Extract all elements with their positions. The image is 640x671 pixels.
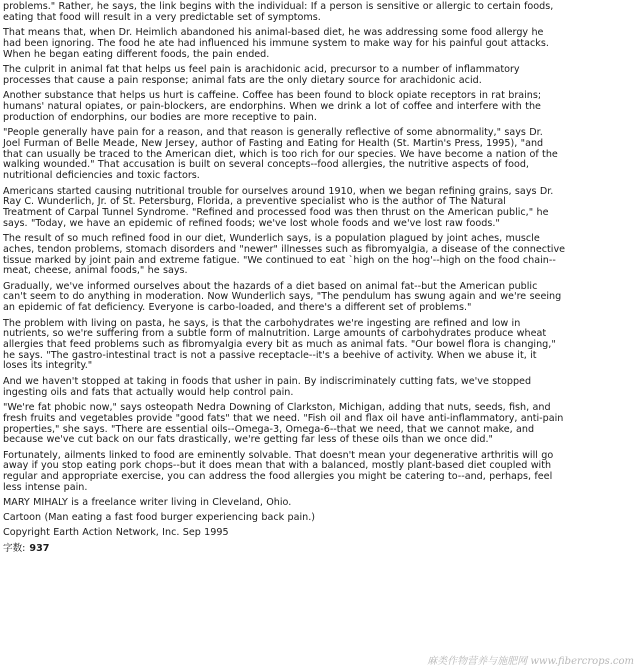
word-count bbox=[3, 543, 635, 555]
paragraph: problems." Rather, he says, the link begins with the individual: If a person is sensitive or allergic to certain foods, eating that food will result in a very predictable set of symptoms. bbox=[3, 1, 554, 23]
paragraph: That means that, when Dr. Heimlich abandoned his animal-based diet, he was addressing some food allergy he had been ignoring. The food he ate had influenced his immune system to make way for his painful gout attacks. When he began eating different foods, the pain ended. bbox=[3, 27, 549, 60]
copyright-line: Copyright Earth Action Network, Inc. Sep 1995 bbox=[3, 526, 229, 538]
paragraph: "People generally have pain for a reason, and that reason is generally reflective of some abnormality," says Dr. Joel Furman of Belle Meade, New Jersey, author of Fasting and Eating for Health (St. Martin's Press, 1995), "and that can usually be traced to the American diet, which is too rich for our species. We have become a nation of the walking wounded." That accusation is built on several concepts--food allergies, the nutritive aspects of food, nutritional deficiencies and toxic factors. bbox=[3, 127, 558, 182]
paragraph: And we haven't stopped at taking in foods that usher in pain. By indiscriminately cutting fats, we've stopped ingesting oils and fats that actually would help control pain. bbox=[3, 375, 532, 398]
paragraph: Gradually, we've informed ourselves about the hazards of a diet based on animal fat--but the American public can't seem to do anything in moderation. Now Wunderlich says, "The pendulum has swung again and we're seeing an epidemic of fat deficiency. Everyone is carbo-loaded, and there's a different set of problems." bbox=[3, 280, 562, 314]
word-count-label: 字数: bbox=[3, 542, 26, 554]
paragraph: "We're fat phobic now," says osteopath Nedra Downing of Clarkston, Michigan, adding that nuts, seeds, fish, and fresh fruits and vegetables provide "good fats" that we need. "Fish oil and flax oil have anti-inflammatory, anti-pain properties," she says. "There are essential oils--Omega-3, Omega-6--that we need, that we cannot make, and because we've cut back on our fats drastically, we're getting far less of these oils than we once did." bbox=[3, 402, 564, 446]
paragraph: Fortunately, ailments linked to food are eminently solvable. That doesn't mean your degenerative arthritis will go away if you stop eating pork chops--but it does mean that with a balanced, mostly plant-based diet coupled with regular and appropriate exercise, you can address the food allergies you might be catering to--and, perhaps, feel less intense pain. bbox=[3, 449, 554, 493]
cartoon-caption: Cartoon (Man eating a fast food burger experiencing back pain.) bbox=[3, 512, 316, 524]
article-body bbox=[3, 2, 635, 555]
paragraph: Another substance that helps us hurt is caffeine. Coffee has been found to block opiate receptors in rat brains; humans' natural opiates, or pain-blockers, are endorphins. When we drink a lot of coffee and interfere with the production of endorphins, our bodies are more receptive to pain. bbox=[3, 90, 542, 123]
paragraph: The culprit in animal fat that helps us feel pain is arachidonic acid, precursor to a number of inflammatory processes that cause a pain response; animal fats are the only dietary source for arachidonic acid. bbox=[3, 64, 520, 86]
word-count-value: 937 bbox=[29, 542, 50, 554]
paragraph: Americans started causing nutritional trouble for ourselves around 1910, when we began refining grains, says Dr. Ray C. Wunderlich, Jr. of St. Petersburg, Florida, a preventive specialist who is the author of The Natural Treatment of Carpal Tunnel Syndrome. "Refined and processed food was then thrust on the American public," he says. "Today, we have an epidemic of refined foods; we've lost whole foods and we've lost raw foods." bbox=[3, 185, 554, 229]
author-note: MARY MIHALY is a freelance writer living in Cleveland, Ohio. bbox=[3, 497, 292, 509]
site-watermark: 麻类作物营养与施肥网 www.fibercrops.com bbox=[427, 656, 634, 667]
paragraph: The problem with living on pasta, he says, is that the carbohydrates we're ingesting are refined and low in nutrients, so we're suffering from a subtle form of malnutrition. Large amounts of carbohydrates produce wheat allergies that feed problems such as fibromyalgia every bit as much as animal fats. "Our bowel flora is changing," he says. "The gastro-intestinal tract is not a passive receptacle--it's a beehive of activity. When we abuse it, it loses its integrity." bbox=[3, 317, 556, 372]
paragraph: The result of so much refined food in our diet, Wunderlich says, is a population plagued by joint aches, muscle aches, tendon problems, stomach disorders and "newer" illnesses such as fibromyalgia, a disease of the connective tissue marked by joint pain and extreme fatigue. "We continued to eat `high on the hog'--high on the food chain-- meat, cheese, animal foods," he says. bbox=[3, 233, 566, 277]
